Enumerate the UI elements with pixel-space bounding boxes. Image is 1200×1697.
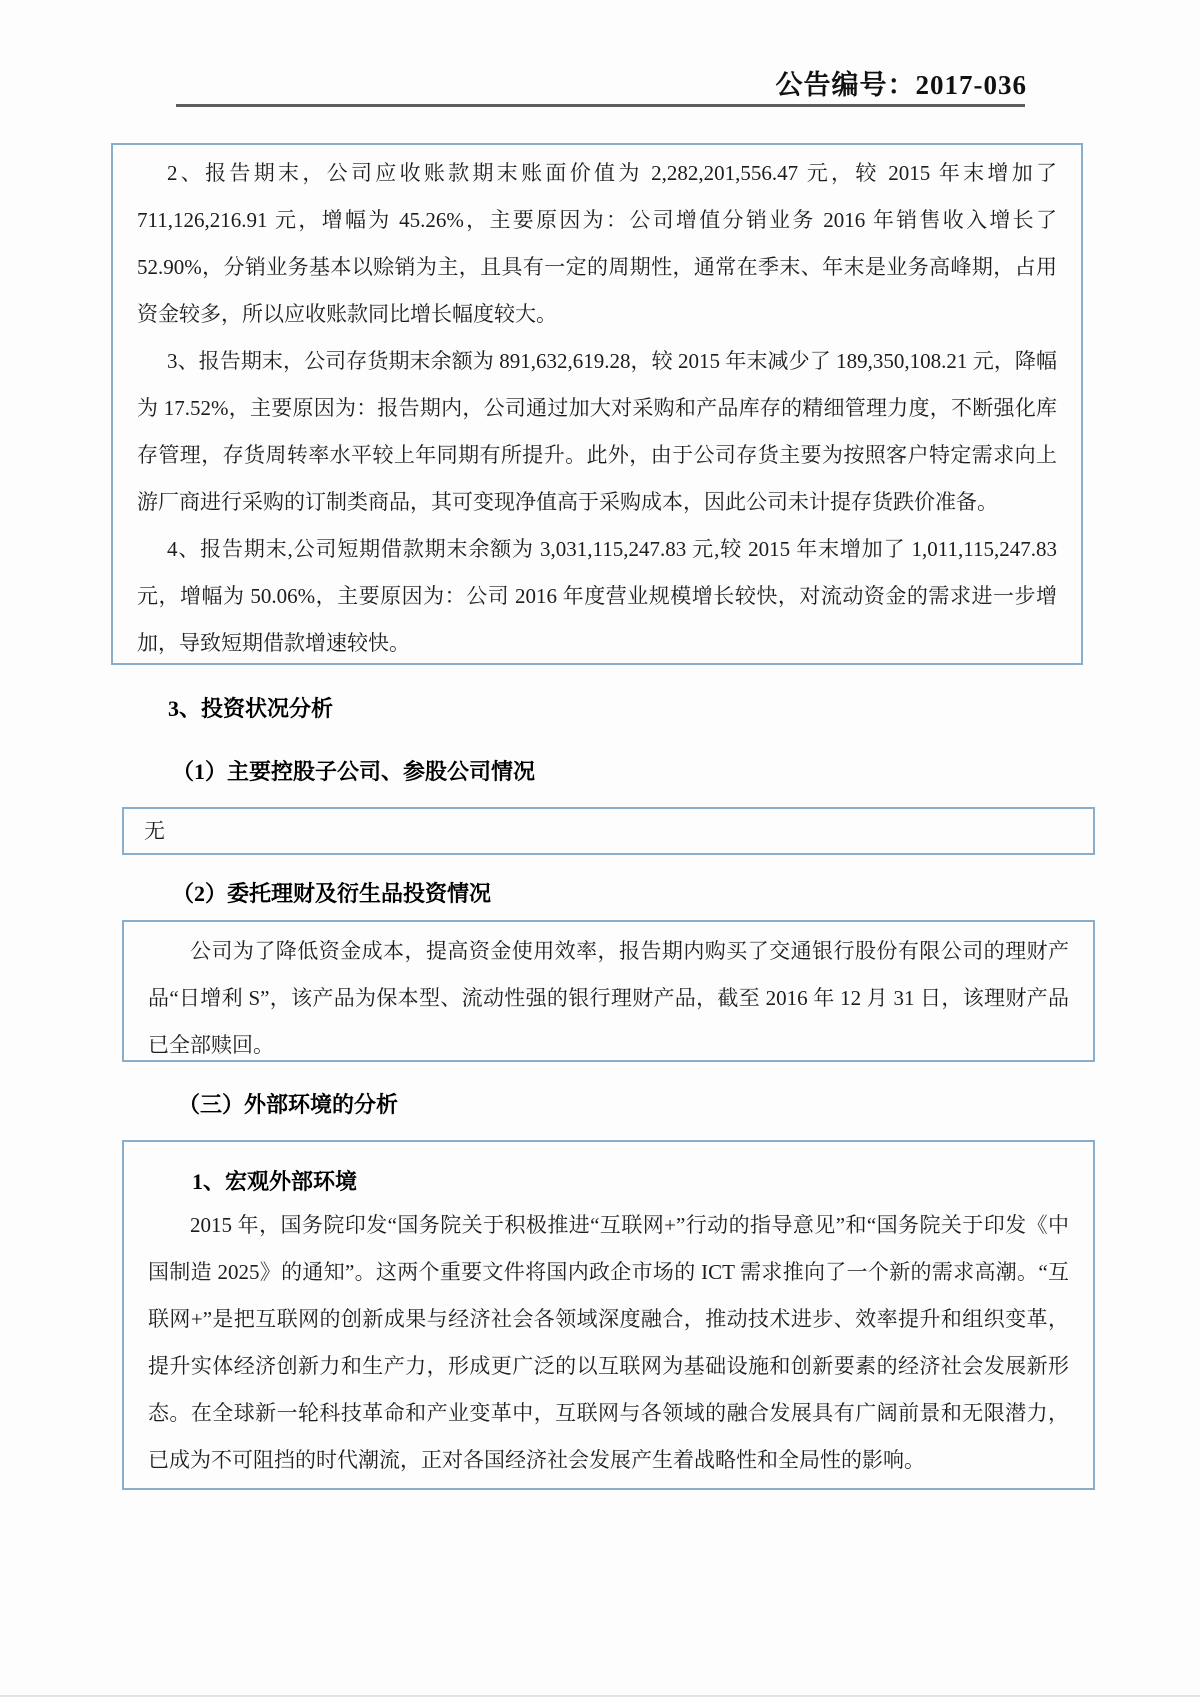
macro-environment-heading: 1、宏观外部环境: [192, 1169, 358, 1194]
short-term-loan-paragraph: 4、报告期末,公司短期借款期末余额为 3,031,115,247.83 元,较 2015 年末增加了 1,011,115,247.83 元，增幅为 50.06%，主要原因为：公司 2016 年度营业规模增长较快，对流动资金的需求进一步增加，导致短期借款增速较快。: [137, 537, 1057, 655]
macro-environment-paragraph: 2015 年，国务院印发“国务院关于积极推进“互联网+”行动的指导意见”和“国务院关于印发《中国制造 2025》的通知”。这两个重要文件将国内政企市场的 ICT 需求推向了一个新的需求高潮。“互联网+”是把互联网的创新成果与经济社会各领域深度融合，推动技术进步、效率提升和组织变革，提升实体经济创新力和生产力，形成更广泛的以互联网为基础设施和创新要素的经济社会发展新形态。在全球新一轮科技革命和产业变革中，互联网与各领域的融合发展具有广阔前景和无限潜力，已成为不可阻挡的时代潮流，正对各国经济社会发展产生着战略性和全局性的影响。: [148, 1213, 1069, 1472]
section-heading-investment-analysis: 3、投资状况分析: [168, 696, 334, 721]
section-heading-entrusted-wealth: （2）委托理财及衍生品投资情况: [172, 881, 492, 906]
announcement-number: 公告编号：2017-036: [775, 70, 1027, 100]
receivables-paragraph: 2、报告期末，公司应收账款期末账面价值为 2,282,201,556.47 元，较 2015 年末增加了 711,126,216.91 元，增幅为 45.26%，主要原因为：公司增值分销业务 2016 年销售收入增长了 52.90%，分销业务基本以赊销为主，且具有一定的周期性，通常在季末、年末是业务高峰期，占用资金较多，所以应收账款同比增长幅度较大。: [137, 161, 1057, 326]
section-heading-external-environment: （三）外部环境的分析: [178, 1092, 399, 1117]
header-divider: [176, 104, 1025, 107]
inventory-paragraph: 3、报告期末，公司存货期末余额为 891,632,619.28，较 2015 年末减少了 189,350,108.21 元，降幅为 17.52%，主要原因为：报告期内，公司通过加大对采购和产品库存的精细管理力度，不断强化库存管理，存货周转率水平较上年同期有所提升。此外，由于公司存货主要为按照客户特定需求向上游厂商进行采购的订制类商品，其可变现净值高于采购成本，因此公司未计提存货跌价准备。: [137, 349, 1057, 514]
entrusted-wealth-box: [122, 920, 1095, 1062]
section-heading-subsidiaries: （1）主要控股子公司、参股公司情况: [172, 759, 536, 784]
financial-notes-box: [111, 143, 1083, 665]
macro-environment-box: [122, 1140, 1095, 1490]
entrusted-wealth-paragraph: 公司为了降低资金成本，提高资金使用效率，报告期内购买了交通银行股份有限公司的理财产品“日增利 S”，该产品为保本型、流动性强的银行理财产品，截至 2016 年 12 月 31 日，该理财产品已全部赎回。: [148, 939, 1069, 1057]
subsidiaries-content-box: 无: [122, 807, 1095, 855]
